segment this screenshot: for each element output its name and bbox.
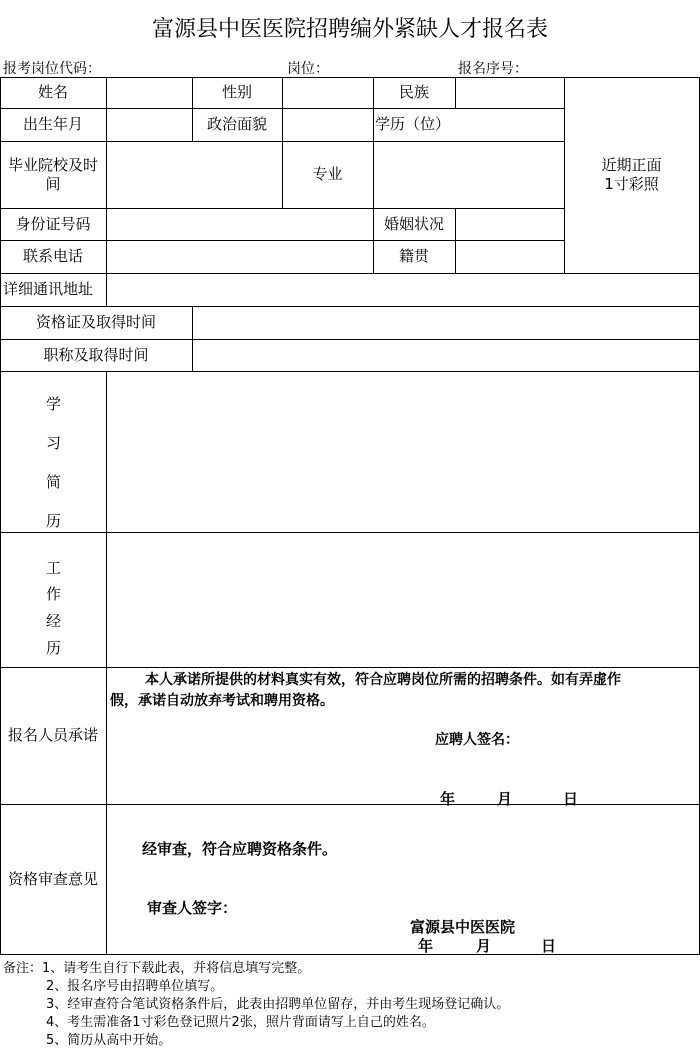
review-year: 年 (418, 937, 434, 955)
position-label: 岗位： (287, 61, 329, 77)
photo-label-line1: 近期正面 (601, 156, 662, 175)
phone-field[interactable] (106, 240, 373, 273)
review-label: 资格审查意见 (7, 869, 98, 888)
address-field[interactable] (106, 273, 699, 306)
note-line: 5、简历从高中开始。 (46, 1033, 172, 1048)
work-char: 经 (46, 612, 62, 630)
id-no-field[interactable] (106, 208, 373, 240)
school-label-line1: 毕业院校及时 (7, 155, 98, 174)
study-char: 学 (46, 395, 62, 413)
work-history-field[interactable] (106, 532, 699, 667)
pledge-text-line1: 本人承诺所提供的材料真实有效，符合应聘岗位所需的招聘条件。如有弄虚作 (145, 672, 621, 688)
study-char: 简 (46, 473, 62, 491)
work-char: 工 (46, 559, 62, 577)
form-title: 富源县中医医院招聘编外紧缺人才报名表 (151, 17, 548, 42)
pledge-label: 报名人员承诺 (7, 726, 98, 745)
study-char: 历 (46, 512, 62, 530)
study-char: 习 (46, 434, 62, 452)
note-line: 4、考生需准备1寸彩色登记照片2张，照片背面请写上自己的姓名。 (46, 1015, 435, 1030)
name-label: 姓名 (37, 83, 68, 102)
native-field[interactable] (455, 240, 564, 273)
name-field[interactable] (106, 77, 192, 108)
birth-label: 出生年月 (22, 115, 83, 134)
pledge-day: 日 (563, 790, 579, 808)
note-line: 2、报名序号由招聘单位填写。 (46, 979, 224, 994)
note-line: 备注：1、请考生自行下载此表，并将信息填写完整。 (3, 961, 311, 976)
work-char: 历 (46, 639, 62, 657)
school-label (0, 141, 106, 208)
study-history-field[interactable] (106, 371, 699, 532)
pledge-text-line2: 假，承诺自动放弃考试和聘用资格。 (110, 693, 334, 709)
hospital-name: 富源县中医医院 (410, 918, 516, 936)
pledge-month: 月 (497, 790, 513, 808)
gender-field[interactable] (282, 77, 373, 108)
phone-label: 联系电话 (22, 247, 83, 266)
review-month: 月 (476, 937, 492, 955)
review-text: 经审查，符合应聘资格条件。 (142, 840, 338, 858)
native-label: 籍贯 (398, 247, 429, 266)
school-field[interactable] (106, 141, 282, 208)
gender-label: 性别 (221, 83, 252, 102)
cert-label: 资格证及取得时间 (35, 313, 156, 332)
marital-field[interactable] (455, 208, 564, 240)
major-label: 专业 (312, 165, 343, 184)
ethnicity-label: 民族 (398, 83, 429, 102)
marital-label: 婚姻状况 (383, 214, 444, 233)
school-label-line2: 间 (45, 174, 61, 193)
education-label: 学历（位） (375, 115, 451, 134)
work-char: 作 (46, 585, 62, 603)
photo-box[interactable] (564, 77, 699, 273)
political-field[interactable] (282, 108, 373, 141)
serial-no-label: 报名序号： (458, 61, 528, 77)
ethnicity-field[interactable] (455, 77, 564, 108)
applicant-signature-label: 应聘人签名： (435, 732, 519, 748)
photo-label-line2: 1寸彩照 (604, 175, 659, 193)
id-no-label: 身份证号码 (15, 214, 91, 233)
address-label: 详细通讯地址 (3, 280, 94, 299)
birth-field[interactable] (106, 108, 192, 141)
cert-field[interactable] (192, 306, 699, 339)
position-code-label: 报考岗位代码： (3, 61, 101, 77)
reviewer-signature-label: 审查人签字： (147, 899, 238, 917)
title-rank-field[interactable] (192, 339, 699, 371)
pledge-year: 年 (440, 790, 456, 808)
title-rank-label: 职称及取得时间 (43, 345, 149, 364)
major-field[interactable] (373, 141, 564, 208)
note-line: 3、经审查符合笔试资格条件后，此表由招聘单位留存，并由考生现场登记确认。 (46, 997, 510, 1012)
review-day: 日 (541, 937, 557, 955)
political-label: 政治面貌 (206, 115, 267, 134)
